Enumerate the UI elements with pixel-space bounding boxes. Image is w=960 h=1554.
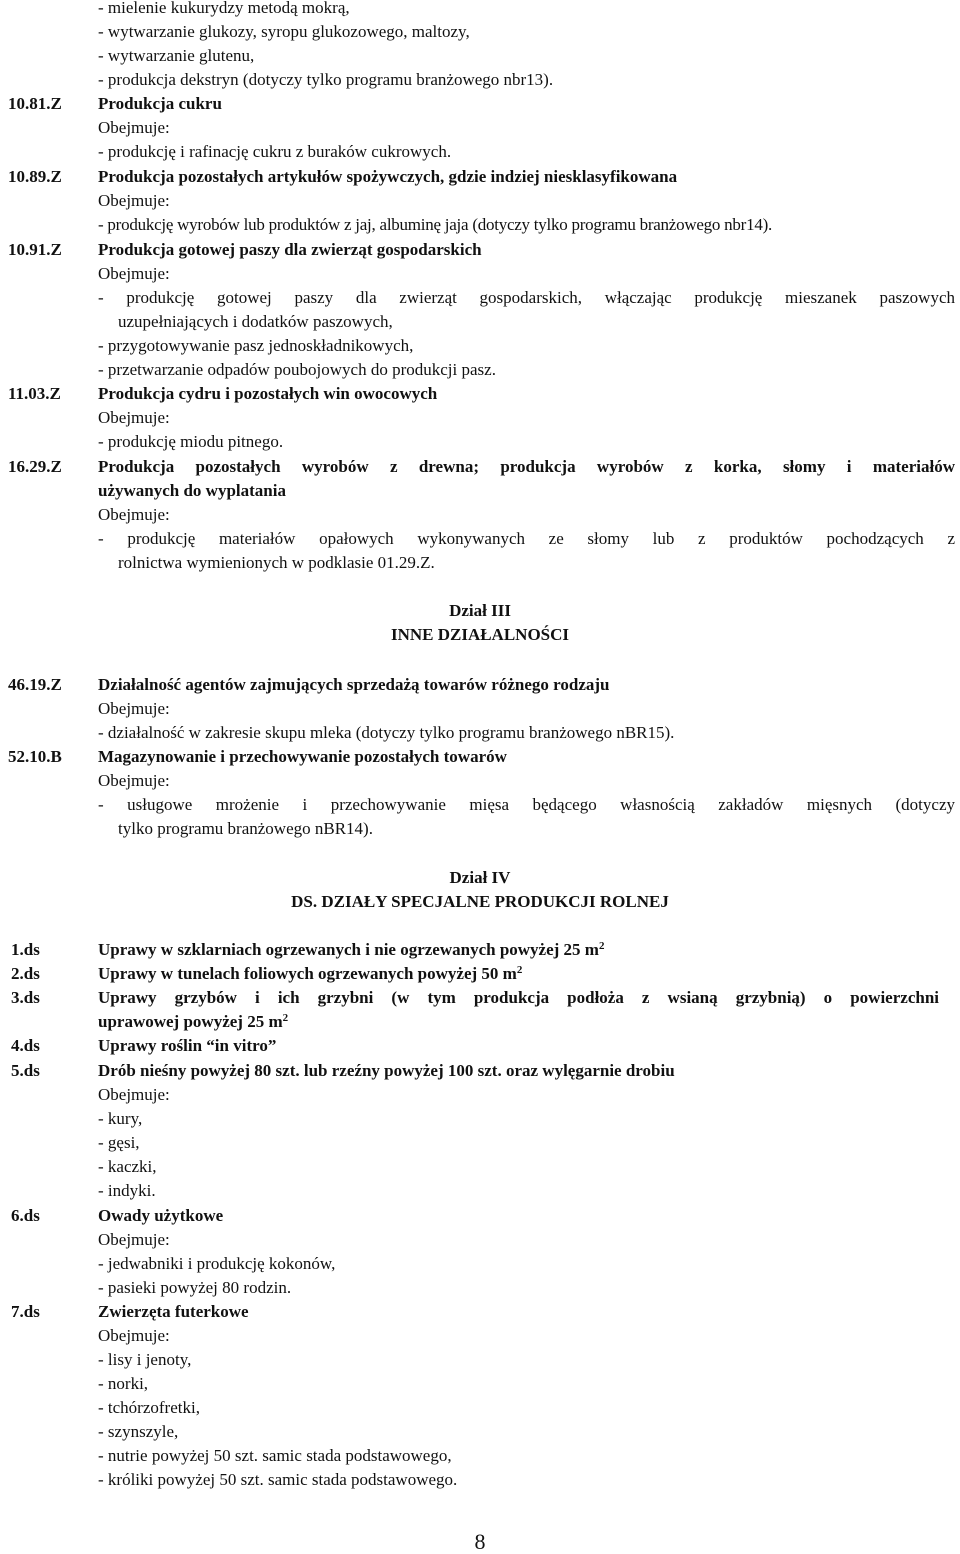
entry-title: Owady użytkowe [98, 1206, 224, 1225]
obejmuje-label: Obejmuje: [98, 118, 170, 137]
list-item: - usługowe mrożenie i przechowywanie mięsa będącego własnością zakładów mięsnych (dotyczy [98, 795, 955, 814]
entry-title: Magazynowanie i przechowywanie pozostałych towarów [98, 747, 507, 766]
list-item: - kury, [98, 1109, 143, 1128]
page-number: 8 [474, 1529, 486, 1554]
obejmuje-label: Obejmuje: [98, 264, 170, 283]
list-item-continuation: uzupełniających i dodatków paszowych, [118, 312, 393, 331]
list-item-continuation: tylko programu branżowego nBR14). [118, 819, 373, 838]
entry-code: 10.91.Z [8, 240, 62, 259]
entry-code: 3.ds [11, 988, 40, 1007]
list-item: - indyki. [98, 1181, 156, 1200]
entry-code: 10.81.Z [8, 94, 62, 113]
obejmuje-label: Obejmuje: [98, 771, 170, 790]
entry-code: 4.ds [11, 1036, 40, 1055]
entry-code: 11.03.Z [8, 384, 61, 403]
list-item: - produkcję gotowej paszy dla zwierząt gospodarskich, włączając produkcję mieszanek paszowych [98, 288, 955, 307]
obejmuje-label: Obejmuje: [98, 1326, 170, 1345]
entry-code: 1.ds [11, 940, 40, 959]
list-item: - produkcja dekstryn (dotyczy tylko programu branżowego nbr13). [98, 70, 554, 89]
list-item: - pasieki powyżej 80 rodzin. [98, 1278, 292, 1297]
entry-code: 2.ds [11, 964, 40, 983]
entry-title-continuation: uprawowej powyżej 25 $m^2$ [98, 1012, 289, 1031]
entry-title: Uprawy roślin “in vitro” [98, 1036, 277, 1055]
superscript: 2 [598, 940, 605, 952]
obejmuje-label: Obejmuje: [98, 699, 170, 718]
entry-code: 16.29.Z [8, 457, 62, 476]
obejmuje-label: Obejmuje: [98, 408, 170, 427]
obejmuje-label: Obejmuje: [98, 1085, 170, 1104]
entry-title: Produkcja gotowej paszy dla zwierząt gospodarskich [98, 240, 482, 259]
superscript: 2 [282, 1012, 289, 1024]
entry-code: 52.10.B [8, 747, 62, 766]
list-item: - wytwarzanie glutenu, [98, 46, 255, 65]
list-item: - przetwarzanie odpadów poubojowych do produkcji pasz. [98, 360, 496, 379]
superscript: 2 [516, 964, 523, 976]
entry-title-continuation: używanych do wyplatania [98, 481, 286, 500]
list-item: - produkcję wyrobów lub produktów z jaj, albuminę jaja (dotyczy tylko programu branżowego nbr14). [98, 215, 772, 234]
section-heading: Dział III [449, 601, 511, 620]
entry-code: 6.ds [11, 1206, 40, 1225]
list-item: - gęsi, [98, 1133, 140, 1152]
list-item: - przygotowywanie pasz jednoskładnikowych, [98, 336, 414, 355]
list-item: - produkcję i rafinację cukru z buraków cukrowych. [98, 142, 452, 161]
entry-code: 5.ds [11, 1061, 40, 1080]
list-item: - nutrie powyżej 50 szt. samic stada podstawowego, [98, 1446, 452, 1465]
entry-title: Produkcja pozostałych artykułów spożywczych, gdzie indziej niesklasyfikowana [98, 167, 678, 186]
list-item: - lisy i jenoty, [98, 1350, 192, 1369]
obejmuje-label: Obejmuje: [98, 191, 170, 210]
section-subheading: DS. DZIAŁY SPECJALNE PRODUKCJI ROLNEJ [291, 892, 669, 911]
entry-code: 10.89.Z [8, 167, 62, 186]
list-item: - wytwarzanie glukozy, syropu glukozowego, maltozy, [98, 22, 470, 41]
section-heading: Dział IV [449, 868, 511, 887]
list-item: - działalność w zakresie skupu mleka (dotyczy tylko programu branżowego nBR15). [98, 723, 675, 742]
obejmuje-label: Obejmuje: [98, 1230, 170, 1249]
entry-title: Produkcja cydru i pozostałych win owocowych [98, 384, 438, 403]
entry-title: Uprawy w szklarniach ogrzewanych i nie ogrzewanych powyżej 25 $m^2$ [98, 940, 605, 959]
list-item: - tchórzofretki, [98, 1398, 200, 1417]
list-item: - produkcję materiałów opałowych wykonywanych ze słomy lub z produktów pochodzących z [98, 529, 955, 548]
list-item: - szynszyle, [98, 1422, 179, 1441]
entry-code: 7.ds [11, 1302, 40, 1321]
entry-title: Uprawy w tunelach foliowych ogrzewanych powyżej 50 $m^2$ [98, 964, 523, 983]
entry-title: Drób nieśny powyżej 80 szt. lub rzeźny powyżej 100 szt. oraz wylęgarnie drobiu [98, 1061, 675, 1080]
list-item: - produkcję miodu pitnego. [98, 432, 284, 451]
list-item: - kaczki, [98, 1157, 157, 1176]
list-item: - króliki powyżej 50 szt. samic stada podstawowego. [98, 1470, 458, 1489]
entry-title: Uprawy grzybów i ich grzybni (w tym produkcja podłoża z wsianą grzybnią) o powierzchni [98, 988, 939, 1007]
entry-title: Zwierzęta futerkowe [98, 1302, 249, 1321]
list-item: - norki, [98, 1374, 149, 1393]
list-item: - jedwabniki i produkcję kokonów, [98, 1254, 336, 1273]
entry-title: Działalność agentów zajmujących sprzedażą towarów różnego rodzaju [98, 675, 610, 694]
section-subheading: INNE DZIAŁALNOŚCI [390, 625, 570, 644]
list-item-continuation: rolnictwa wymienionych w podklasie 01.29.Z. [118, 553, 435, 572]
entry-code: 46.19.Z [8, 675, 62, 694]
entry-title: Produkcja cukru [98, 94, 222, 113]
entry-title: Produkcja pozostałych wyrobów z drewna; produkcja wyrobów z korka, słomy i materiałów [98, 457, 955, 476]
list-item: - mielenie kukurydzy metodą mokrą, [98, 0, 350, 17]
obejmuje-label: Obejmuje: [98, 505, 170, 524]
